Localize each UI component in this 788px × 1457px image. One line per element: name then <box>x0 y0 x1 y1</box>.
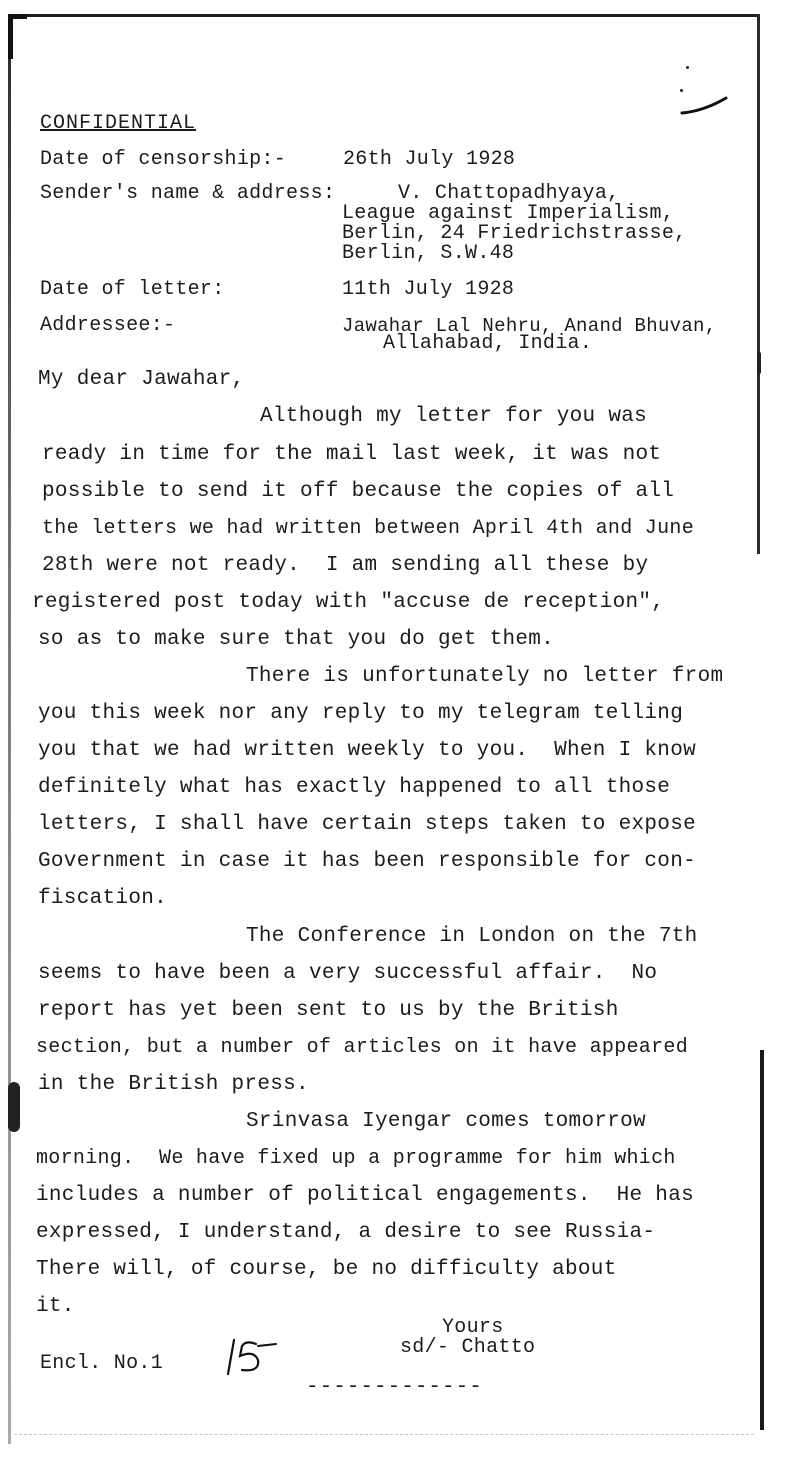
confidential-heading: CONFIDENTIAL <box>40 112 197 135</box>
letter-line: Srinvasa Iyengar comes tomorrow <box>246 1110 646 1133</box>
addressee-label: Addressee:- <box>40 314 176 337</box>
addressee-line: Jawahar Lal Nehru, Anand Bhuvan, <box>342 315 717 337</box>
letter-line: seems to have been a very successful affair. No <box>38 962 658 985</box>
page-edge-right-lower <box>760 1050 764 1430</box>
ink-speck <box>686 66 689 69</box>
letter-line: includes a number of political engagements. He has <box>36 1184 695 1207</box>
sender-label: Sender's name & address: <box>40 182 336 205</box>
letter-line: you this week nor any reply to my telegram telling <box>38 702 684 725</box>
page-edge-top <box>10 14 758 17</box>
page-edge-right <box>757 14 760 554</box>
addressee-line: Allahabad, India. <box>383 332 593 355</box>
letter-line: ready in time for the mail last week, it was not <box>42 443 662 466</box>
sender-address-line: Berlin, 24 Friedrichstrasse, <box>342 222 687 245</box>
letter-line: registered post today with "accuse de reception", <box>32 591 665 614</box>
letter-line: report has yet been sent to us by the British <box>38 999 619 1022</box>
letter-line: you that we had written weekly to you. When I know <box>38 739 697 762</box>
letter-line: expressed, I understand, a desire to see Russia- <box>36 1221 656 1244</box>
signature-rule: ------------- <box>306 1376 483 1399</box>
handwritten-note <box>224 1336 280 1378</box>
letter-date-label: Date of letter: <box>40 278 225 301</box>
letter-line: There will, of course, be no difficulty about <box>36 1258 617 1281</box>
binding-hole-mark <box>8 1082 20 1132</box>
letter-line: letters, I shall have certain steps taken to expose <box>38 813 697 836</box>
letter-date-value: 11th July 1928 <box>342 278 515 301</box>
ink-speck <box>757 352 761 374</box>
sender-name: V. Chattopadhyaya, <box>398 182 620 205</box>
sender-address-line: League against Imperialism, <box>342 202 675 225</box>
letter-line: morning. We have fixed up a programme for him which <box>36 1147 676 1170</box>
letter-line: so as to make sure that you do get them. <box>38 628 555 651</box>
censorship-date-value: 26th July 1928 <box>343 148 516 171</box>
closing: Yours <box>442 1316 504 1339</box>
censorship-date-label: Date of censorship:- <box>40 148 287 171</box>
letter-line: 28th were not ready. I am sending all these by <box>42 554 649 577</box>
letter-line: Government in case it has been responsible for con- <box>38 850 697 873</box>
letter-line: There is unfortunately no letter from <box>246 665 724 688</box>
sender-address-line: Berlin, S.W.48 <box>342 242 515 265</box>
signature: sd/- Chatto <box>400 1336 536 1359</box>
letter-line: it. <box>36 1295 75 1318</box>
letter-line: The Conference in London on the 7th <box>246 925 698 948</box>
pen-tick-mark <box>680 95 728 117</box>
letter-line: fiscation. <box>38 887 168 910</box>
salutation: My dear Jawahar, <box>38 368 245 391</box>
letter-line: in the British press. <box>38 1073 309 1096</box>
page-edge-left <box>8 14 11 1444</box>
ink-speck <box>680 89 683 92</box>
letter-line: section, but a number of articles on it have appeared <box>36 1036 689 1059</box>
page-corner-mark <box>8 14 27 59</box>
enclosure-note: Encl. No.1 <box>40 1352 164 1375</box>
letter-line: definitely what has exactly happened to all those <box>38 776 671 799</box>
letter-line: Although my letter for you was <box>260 405 648 428</box>
letter-line: the letters we had written between April 4th and June <box>42 517 695 540</box>
page-edge-bottom <box>14 1434 754 1436</box>
letter-line: possible to send it off because the copies of all <box>42 480 675 503</box>
